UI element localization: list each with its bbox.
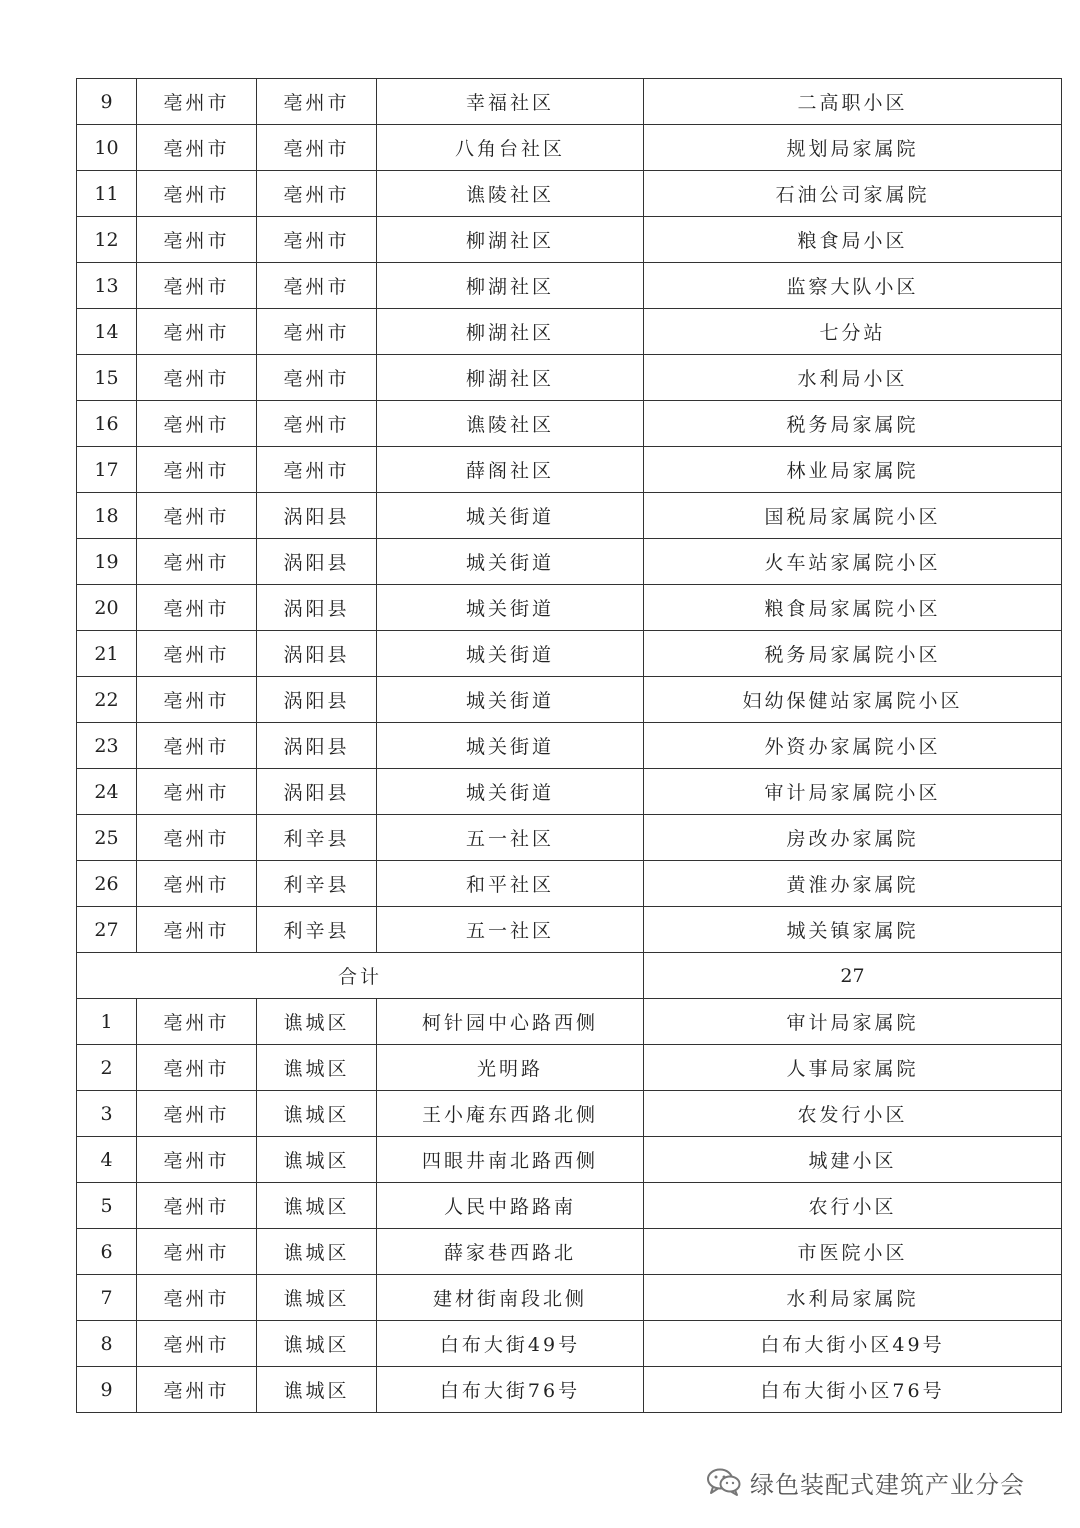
table-row: [77, 585, 1062, 631]
table-row: [77, 217, 1062, 263]
wechat-icon: [706, 1467, 742, 1497]
cell-city: 亳州市: [137, 493, 257, 539]
cell-county: 亳州市: [257, 171, 377, 217]
cell-street: 柯针园中心路西侧: [377, 999, 644, 1045]
cell-no: 7: [77, 1275, 137, 1321]
cell-city: 亳州市: [137, 861, 257, 907]
cell-city: 亳州市: [137, 999, 257, 1045]
cell-street: 薛阁社区: [377, 447, 644, 493]
cell-county: 亳州市: [257, 263, 377, 309]
cell-county: 亳州市: [257, 447, 377, 493]
cell-county: 谯城区: [257, 999, 377, 1045]
table-row: [77, 263, 1062, 309]
table-row: [77, 1045, 1062, 1091]
cell-no: 2: [77, 1045, 137, 1091]
cell-project: 审计局家属院: [644, 999, 1062, 1045]
cell-county: 谯城区: [257, 1229, 377, 1275]
cell-project: 白布大街小区49号: [644, 1321, 1062, 1367]
cell-city: 亳州市: [137, 401, 257, 447]
cell-street: 柳湖社区: [377, 309, 644, 355]
table-section-first: [77, 79, 1062, 953]
cell-street: 城关街道: [377, 769, 644, 815]
cell-street: 城关街道: [377, 539, 644, 585]
cell-project: 黄淮办家属院: [644, 861, 1062, 907]
cell-city: 亳州市: [137, 1137, 257, 1183]
cell-city: 亳州市: [137, 1321, 257, 1367]
cell-city: 亳州市: [137, 1183, 257, 1229]
cell-city: 亳州市: [137, 125, 257, 171]
table-row: [77, 1229, 1062, 1275]
cell-city: 亳州市: [137, 1045, 257, 1091]
cell-county: 涡阳县: [257, 585, 377, 631]
table-row: [77, 401, 1062, 447]
cell-city: 亳州市: [137, 263, 257, 309]
cell-project: 七分站: [644, 309, 1062, 355]
cell-city: 亳州市: [137, 309, 257, 355]
cell-county: 涡阳县: [257, 539, 377, 585]
cell-street: 柳湖社区: [377, 217, 644, 263]
cell-no: 9: [77, 79, 137, 125]
cell-city: 亳州市: [137, 1275, 257, 1321]
cell-county: 亳州市: [257, 401, 377, 447]
cell-no: 21: [77, 631, 137, 677]
cell-county: 涡阳县: [257, 723, 377, 769]
cell-street: 柳湖社区: [377, 355, 644, 401]
table-row: [77, 999, 1062, 1045]
cell-street: 城关街道: [377, 677, 644, 723]
cell-street: 城关街道: [377, 585, 644, 631]
cell-project: 水利局家属院: [644, 1275, 1062, 1321]
cell-county: 利辛县: [257, 861, 377, 907]
cell-no: 4: [77, 1137, 137, 1183]
cell-county: 亳州市: [257, 79, 377, 125]
cell-county: 涡阳县: [257, 677, 377, 723]
cell-project: 税务局家属院小区: [644, 631, 1062, 677]
cell-no: 8: [77, 1321, 137, 1367]
cell-city: 亳州市: [137, 769, 257, 815]
cell-city: 亳州市: [137, 79, 257, 125]
cell-county: 亳州市: [257, 355, 377, 401]
cell-no: 22: [77, 677, 137, 723]
table-row: [77, 723, 1062, 769]
cell-project: 粮食局小区: [644, 217, 1062, 263]
cell-city: 亳州市: [137, 171, 257, 217]
cell-city: 亳州市: [137, 1091, 257, 1137]
cell-street: 四眼井南北路西侧: [377, 1137, 644, 1183]
cell-city: 亳州市: [137, 355, 257, 401]
cell-no: 16: [77, 401, 137, 447]
cell-no: 3: [77, 1091, 137, 1137]
cell-project: 二高职小区: [644, 79, 1062, 125]
table-row: [77, 631, 1062, 677]
cell-no: 13: [77, 263, 137, 309]
cell-no: 25: [77, 815, 137, 861]
summary-row: [77, 953, 1062, 999]
cell-county: 涡阳县: [257, 769, 377, 815]
cell-no: 27: [77, 907, 137, 953]
table-row: [77, 815, 1062, 861]
cell-street: 薛家巷西路北: [377, 1229, 644, 1275]
cell-no: 11: [77, 171, 137, 217]
cell-street: 白布大街49号: [377, 1321, 644, 1367]
cell-no: 12: [77, 217, 137, 263]
cell-project: 城关镇家属院: [644, 907, 1062, 953]
table-row: [77, 1091, 1062, 1137]
table-row: [77, 171, 1062, 217]
table-row: [77, 1183, 1062, 1229]
cell-county: 亳州市: [257, 125, 377, 171]
cell-street: 人民中路路南: [377, 1183, 644, 1229]
watermark-text: 绿色装配式建筑产业分会: [750, 1470, 1025, 1499]
watermark: [706, 1456, 1025, 1508]
summary-count: 27: [644, 953, 1062, 999]
cell-no: 1: [77, 999, 137, 1045]
cell-project: 人事局家属院: [644, 1045, 1062, 1091]
cell-project: 林业局家属院: [644, 447, 1062, 493]
cell-city: 亳州市: [137, 1367, 257, 1413]
cell-street: 白布大街76号: [377, 1367, 644, 1413]
cell-no: 18: [77, 493, 137, 539]
cell-street: 和平社区: [377, 861, 644, 907]
cell-city: 亳州市: [137, 585, 257, 631]
cell-project: 石油公司家属院: [644, 171, 1062, 217]
table-row: [77, 1137, 1062, 1183]
cell-county: 涡阳县: [257, 631, 377, 677]
table-row: [77, 125, 1062, 171]
cell-city: 亳州市: [137, 447, 257, 493]
cell-no: 9: [77, 1367, 137, 1413]
cell-street: 谯陵社区: [377, 401, 644, 447]
table-row: [77, 493, 1062, 539]
cell-project: 水利局小区: [644, 355, 1062, 401]
cell-county: 谯城区: [257, 1321, 377, 1367]
cell-project: 国税局家属院小区: [644, 493, 1062, 539]
cell-street: 幸福社区: [377, 79, 644, 125]
cell-project: 房改办家属院: [644, 815, 1062, 861]
cell-street: 城关街道: [377, 723, 644, 769]
cell-project: 外资办家属院小区: [644, 723, 1062, 769]
cell-street: 城关街道: [377, 631, 644, 677]
cell-city: 亳州市: [137, 217, 257, 263]
cell-no: 23: [77, 723, 137, 769]
cell-no: 6: [77, 1229, 137, 1275]
cell-project: 妇幼保健站家属院小区: [644, 677, 1062, 723]
cell-county: 谯城区: [257, 1045, 377, 1091]
table-row: [77, 355, 1062, 401]
cell-county: 谯城区: [257, 1183, 377, 1229]
cell-no: 5: [77, 1183, 137, 1229]
cell-city: 亳州市: [137, 815, 257, 861]
cell-project: 税务局家属院: [644, 401, 1062, 447]
cell-no: 14: [77, 309, 137, 355]
cell-county: 利辛县: [257, 815, 377, 861]
table-section-second: [77, 999, 1062, 1413]
table-row: [77, 1275, 1062, 1321]
cell-no: 24: [77, 769, 137, 815]
cell-street: 五一社区: [377, 907, 644, 953]
cell-street: 五一社区: [377, 815, 644, 861]
table-row: [77, 447, 1062, 493]
cell-county: 谯城区: [257, 1137, 377, 1183]
cell-no: 20: [77, 585, 137, 631]
cell-street: 光明路: [377, 1045, 644, 1091]
cell-street: 柳湖社区: [377, 263, 644, 309]
cell-city: 亳州市: [137, 677, 257, 723]
cell-street: 八角台社区: [377, 125, 644, 171]
table-row: [77, 309, 1062, 355]
cell-street: 谯陵社区: [377, 171, 644, 217]
cell-project: 粮食局家属院小区: [644, 585, 1062, 631]
cell-project: 监察大队小区: [644, 263, 1062, 309]
cell-city: 亳州市: [137, 631, 257, 677]
table-row: [77, 539, 1062, 585]
cell-project: 规划局家属院: [644, 125, 1062, 171]
cell-no: 15: [77, 355, 137, 401]
cell-project: 城建小区: [644, 1137, 1062, 1183]
cell-project: 农发行小区: [644, 1091, 1062, 1137]
cell-project: 审计局家属院小区: [644, 769, 1062, 815]
table-row: [77, 861, 1062, 907]
table-row: [77, 1321, 1062, 1367]
cell-county: 谯城区: [257, 1091, 377, 1137]
cell-project: 火车站家属院小区: [644, 539, 1062, 585]
cell-street: 城关街道: [377, 493, 644, 539]
cell-city: 亳州市: [137, 539, 257, 585]
cell-county: 涡阳县: [257, 493, 377, 539]
cell-street: 王小庵东西路北侧: [377, 1091, 644, 1137]
cell-no: 26: [77, 861, 137, 907]
table-row: [77, 769, 1062, 815]
cell-project: 市医院小区: [644, 1229, 1062, 1275]
cell-county: 谯城区: [257, 1367, 377, 1413]
table-row: [77, 907, 1062, 953]
cell-project: 农行小区: [644, 1183, 1062, 1229]
cell-no: 10: [77, 125, 137, 171]
summary-label: 合计: [77, 953, 644, 999]
table-row: [77, 1367, 1062, 1413]
table-row: [77, 677, 1062, 723]
cell-city: 亳州市: [137, 723, 257, 769]
cell-project: 白布大街小区76号: [644, 1367, 1062, 1413]
table-row: [77, 79, 1062, 125]
cell-city: 亳州市: [137, 907, 257, 953]
cell-street: 建材街南段北侧: [377, 1275, 644, 1321]
cell-county: 亳州市: [257, 309, 377, 355]
cell-no: 19: [77, 539, 137, 585]
cell-city: 亳州市: [137, 1229, 257, 1275]
cell-county: 利辛县: [257, 907, 377, 953]
housing-renovation-table: [76, 78, 1062, 1413]
cell-county: 谯城区: [257, 1275, 377, 1321]
cell-no: 17: [77, 447, 137, 493]
cell-county: 亳州市: [257, 217, 377, 263]
table-summary: [77, 953, 1062, 999]
